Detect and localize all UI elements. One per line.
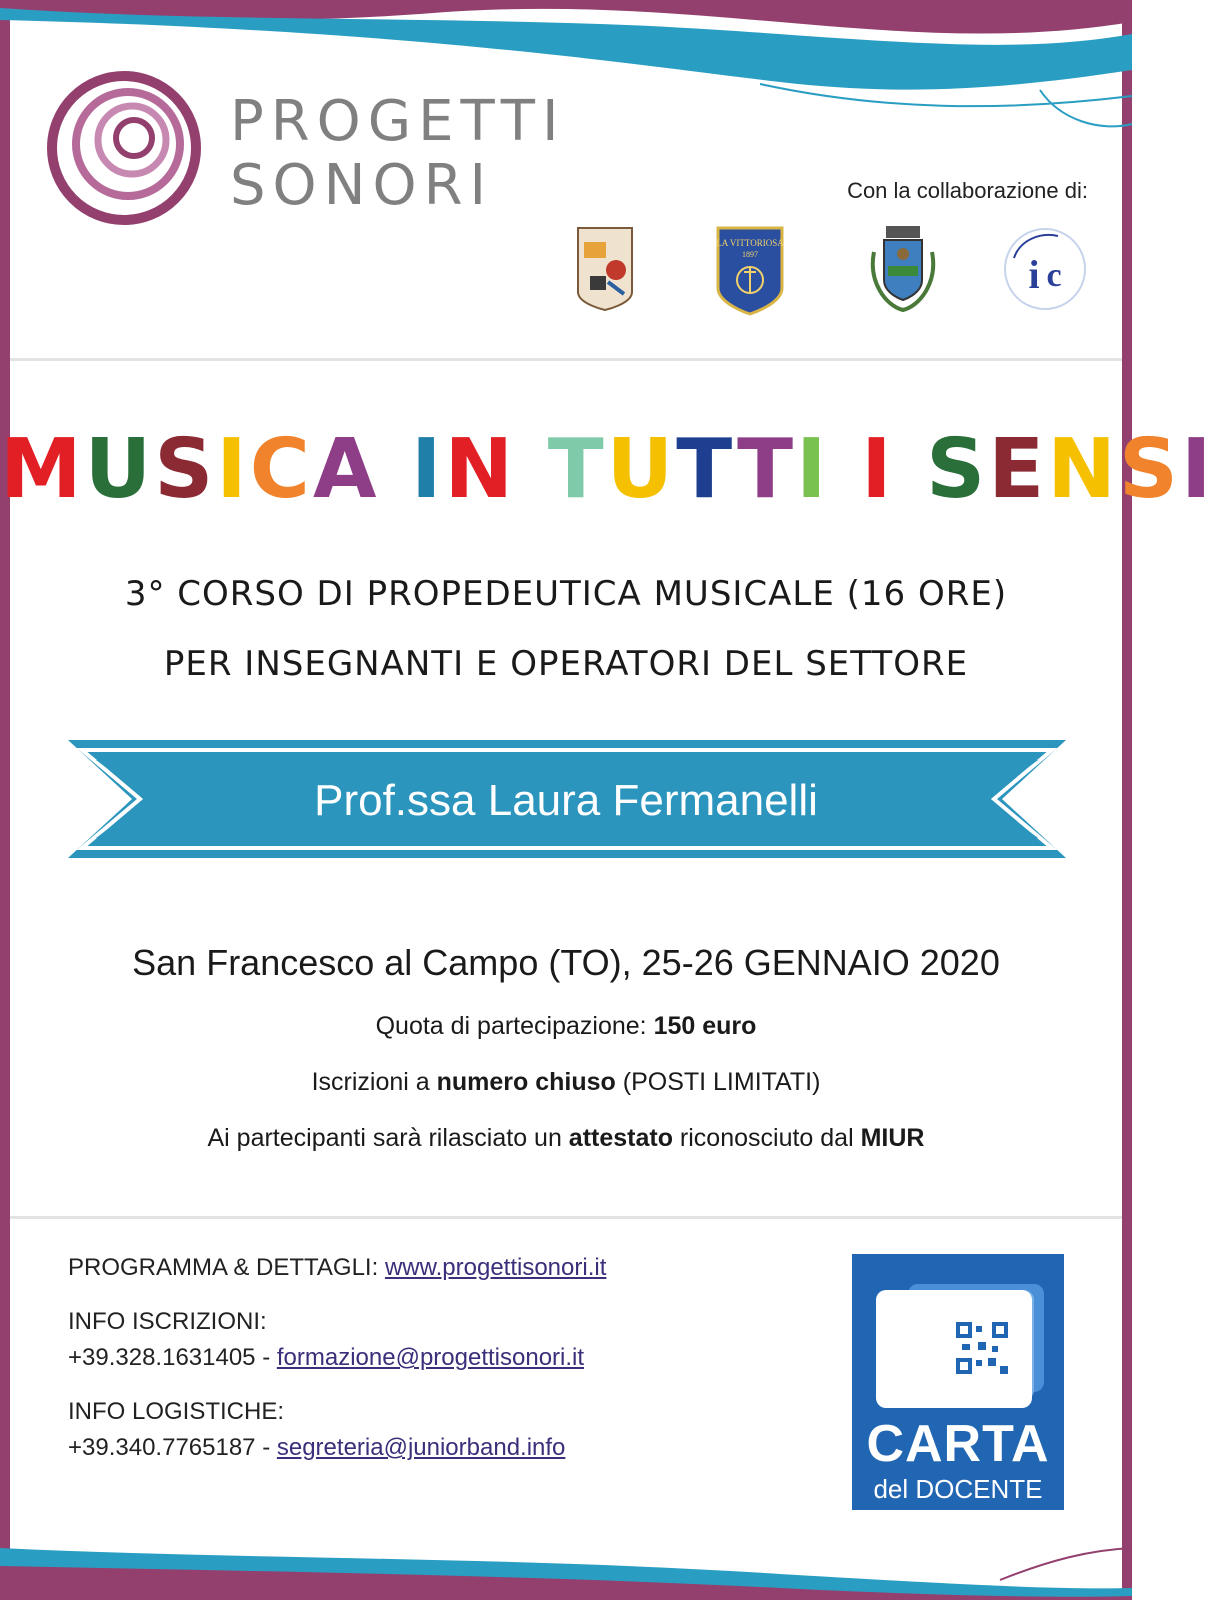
svg-text:1897: 1897 xyxy=(742,250,758,259)
svg-text:i: i xyxy=(1028,252,1040,297)
event-fee xyxy=(0,1012,1132,1041)
cert-bold-miur: MIUR xyxy=(860,1124,925,1152)
title-letter: U xyxy=(606,422,677,517)
brand-name xyxy=(230,90,565,218)
teacher-name: Prof.ssa Laura Fermanelli xyxy=(314,776,818,825)
event-certificate xyxy=(0,1124,1132,1153)
title-letter: S xyxy=(154,422,217,517)
title-letter: T xyxy=(547,422,607,517)
qr-code-icon xyxy=(956,1322,1008,1374)
municipal-coat-of-arms-icon xyxy=(866,222,940,318)
title-word xyxy=(861,422,895,517)
program-link[interactable]: www.progettisonori.it xyxy=(384,1254,607,1281)
logistic-info-contact xyxy=(68,1434,565,1462)
cert-prefix: Ai partecipanti sarà rilasciato un xyxy=(207,1124,569,1152)
enroll-phone: +39.328.1631405 - xyxy=(68,1344,277,1371)
title-letter: M xyxy=(0,422,85,517)
title-letter: I xyxy=(861,422,895,517)
title-letter: N xyxy=(444,422,517,517)
title-letter: S xyxy=(1118,422,1181,517)
enroll-suffix: (POSTI LIMITATI) xyxy=(615,1068,821,1096)
logistic-phone: +39.340.7765187 - xyxy=(68,1434,277,1461)
title-word xyxy=(926,422,1214,517)
svg-text:LA VITTORIOSA: LA VITTORIOSA xyxy=(716,238,784,248)
enroll-bold: numero chiuso xyxy=(436,1068,616,1096)
title-letter: N xyxy=(1047,422,1119,517)
fee-label: Quota di partecipazione: xyxy=(375,1012,654,1040)
enroll-prefix: Iscrizioni a xyxy=(311,1068,437,1096)
title-letter: U xyxy=(84,422,155,517)
carta-del-docente-badge xyxy=(852,1254,1064,1510)
program-label: PROGRAMMA & DETTAGLI: xyxy=(68,1254,385,1281)
cert-mid: riconosciuto dal xyxy=(672,1124,861,1152)
title-word xyxy=(411,422,516,517)
course-subtitle-line-2: PER INSEGNANTI E OPERATORI DEL SETTORE xyxy=(163,644,969,684)
title-letter: S xyxy=(926,422,989,517)
title-word xyxy=(548,422,830,517)
title-letter: T xyxy=(676,422,738,517)
title-letter: A xyxy=(312,422,380,517)
enroll-info-contact xyxy=(68,1344,584,1372)
carta-title: CARTA xyxy=(866,1415,1050,1473)
cert-bold: attestato xyxy=(568,1124,673,1152)
spiral-logo-icon xyxy=(46,70,202,226)
event-title xyxy=(0,420,1214,520)
section-divider xyxy=(10,358,1122,361)
la-vittoriosa-crest-icon xyxy=(714,224,786,318)
ic-school-logo-icon xyxy=(1000,224,1090,314)
title-letter: T xyxy=(737,422,797,517)
title-letter: I xyxy=(216,422,250,517)
event-enrollment xyxy=(0,1068,1132,1097)
fee-value: 150 euro xyxy=(653,1012,757,1040)
title-letter: I xyxy=(796,422,830,517)
collaboration-label: Con la collaborazione di: xyxy=(847,178,1088,203)
section-divider-bottom xyxy=(10,1216,1122,1219)
title-word xyxy=(0,422,379,517)
title-letter: C xyxy=(249,422,313,517)
junior-band-logo-icon xyxy=(572,222,638,312)
brand-line-2: SONORI xyxy=(230,153,494,218)
enroll-info-label: INFO ISCRIZIONI: xyxy=(68,1308,267,1335)
title-letter: I xyxy=(411,422,445,517)
brand-line-1: PROGETTI xyxy=(230,89,566,154)
svg-text:c: c xyxy=(1046,257,1062,294)
card-face xyxy=(876,1290,1032,1408)
title-letter: I xyxy=(1180,422,1214,517)
logistic-info-label: INFO LOGISTICHE: xyxy=(68,1398,285,1425)
course-subtitle-line-1: 3° CORSO DI PROPEDEUTICA MUSICALE (16 ORE) xyxy=(124,574,1008,614)
program-details xyxy=(68,1254,606,1282)
title-letter: E xyxy=(988,422,1048,517)
carta-subtitle: del DOCENTE xyxy=(873,1474,1043,1504)
logistic-email-link[interactable]: segreteria@juniorband.info xyxy=(276,1434,566,1461)
event-place-date: San Francesco al Campo (TO), 25-26 GENNAIO 2020 xyxy=(132,942,1000,983)
enroll-email-link[interactable]: formazione@progettisonori.it xyxy=(276,1344,585,1371)
